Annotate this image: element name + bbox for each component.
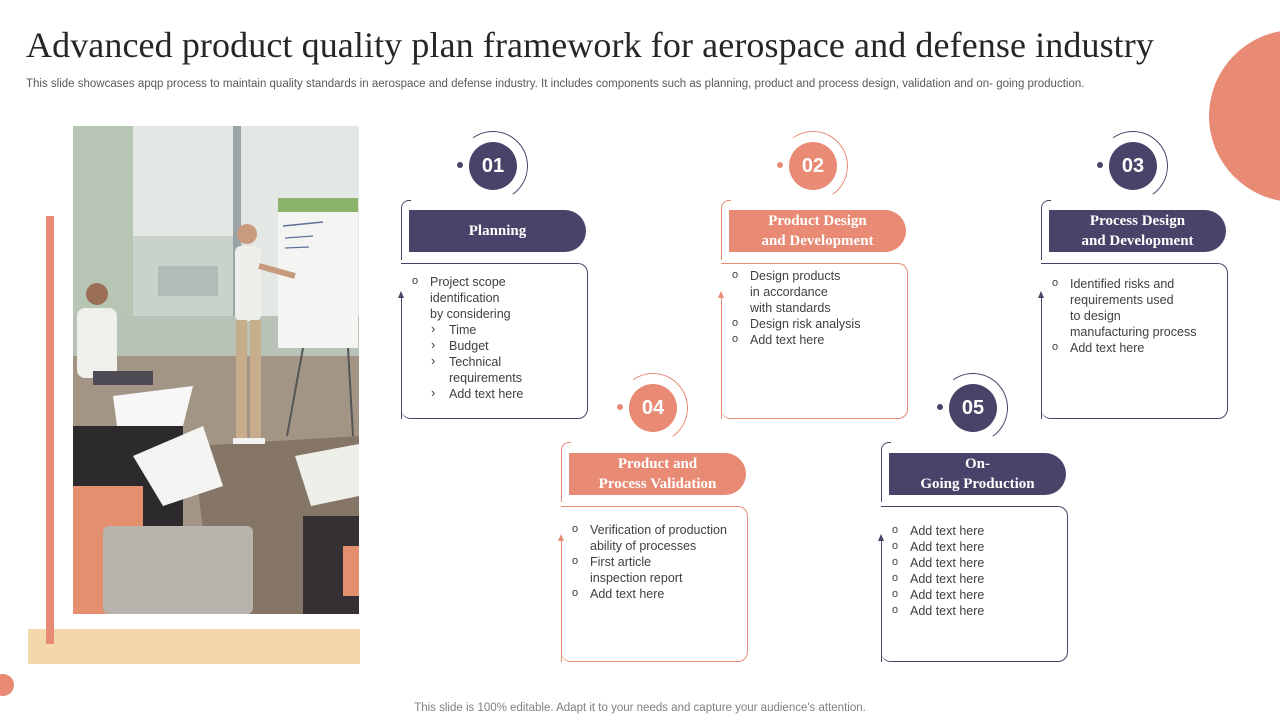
list-item: o Add text here: [1052, 340, 1224, 356]
page-title: Advanced product quality plan framework for aerospace and defense industry: [26, 25, 1154, 65]
step-05-list: [892, 523, 1064, 619]
list-item: o First article: [572, 554, 744, 570]
list-item: › Technical: [412, 354, 582, 370]
step-01-title: Planning: [409, 210, 586, 252]
step-05-ring-dot: [937, 404, 943, 410]
list-item: o Add text here: [732, 332, 902, 348]
list-item: o Add text here: [892, 571, 1064, 587]
step-04-title: Product and Process Validation: [569, 453, 746, 495]
list-item: ability of processes: [590, 539, 697, 553]
decorative-beige-bar: [28, 629, 360, 664]
footer-note: This slide is 100% editable. Adapt it to your needs and capture your audience's attention.: [414, 702, 866, 714]
step-01-ring-dot: [457, 162, 463, 168]
step-02-badge: 02: [789, 142, 837, 190]
list-item: requirements used: [1070, 293, 1174, 307]
decorative-orange-bar: [46, 216, 54, 644]
step-03-card-edge: [1041, 297, 1042, 419]
list-item: › Budget: [412, 338, 582, 354]
list-item: o Add text here: [572, 586, 744, 602]
step-04-list: [572, 522, 744, 602]
step-03-ring-dot: [1097, 162, 1103, 168]
step-04-card-edge: [561, 540, 562, 662]
step-02-ring-dot: [777, 162, 783, 168]
step-01-card-edge: [401, 297, 402, 419]
list-item: o Project scope: [412, 274, 582, 290]
list-item: o Verification of production: [572, 522, 744, 538]
list-item: o Add text here: [892, 539, 1064, 555]
list-item: o Identified risks and: [1052, 276, 1224, 292]
page-subtitle: This slide showcases apqp process to maintain quality standards in aerospace and defense industry. It includes components such as planning, product and process design, validation and on- going production.: [26, 78, 1085, 90]
step-04-badge: 04: [629, 384, 677, 432]
list-item: o Add text here: [892, 587, 1064, 603]
step-03-title: Process Design and Development: [1049, 210, 1226, 252]
step-05-card-edge: [881, 540, 882, 662]
list-item: o Design risk analysis: [732, 316, 902, 332]
step-02-title: Product Design and Development: [729, 210, 906, 252]
list-item: o Add text here: [892, 523, 1064, 539]
list-item: o Add text here: [892, 603, 1064, 619]
step-01-badge: 01: [469, 142, 517, 190]
step-05-badge: 05: [949, 384, 997, 432]
list-item: to design: [1070, 309, 1121, 323]
list-item: identification: [430, 291, 500, 305]
list-item: o Design products: [732, 268, 902, 284]
decorative-corner-dot: [0, 674, 14, 696]
step-04-ring-dot: [617, 404, 623, 410]
step-05-title: On- Going Production: [889, 453, 1066, 495]
list-item: by considering: [430, 307, 511, 321]
list-item: requirements: [449, 371, 522, 385]
list-item: › Time: [412, 322, 582, 338]
step-02-card-edge: [721, 297, 722, 419]
list-item: manufacturing process: [1070, 325, 1197, 339]
step-02-list: [732, 268, 902, 348]
decorative-corner-circle: [1209, 30, 1280, 202]
step-03-badge: 03: [1109, 142, 1157, 190]
meeting-photo: [73, 126, 359, 614]
list-item: with standards: [750, 301, 831, 315]
list-item: inspection report: [590, 571, 683, 585]
list-item: o Add text here: [892, 555, 1064, 571]
step-01-list: [412, 274, 582, 402]
list-item: in accordance: [750, 285, 828, 299]
list-item: › Add text here: [412, 386, 582, 402]
step-03-list: [1052, 276, 1224, 356]
